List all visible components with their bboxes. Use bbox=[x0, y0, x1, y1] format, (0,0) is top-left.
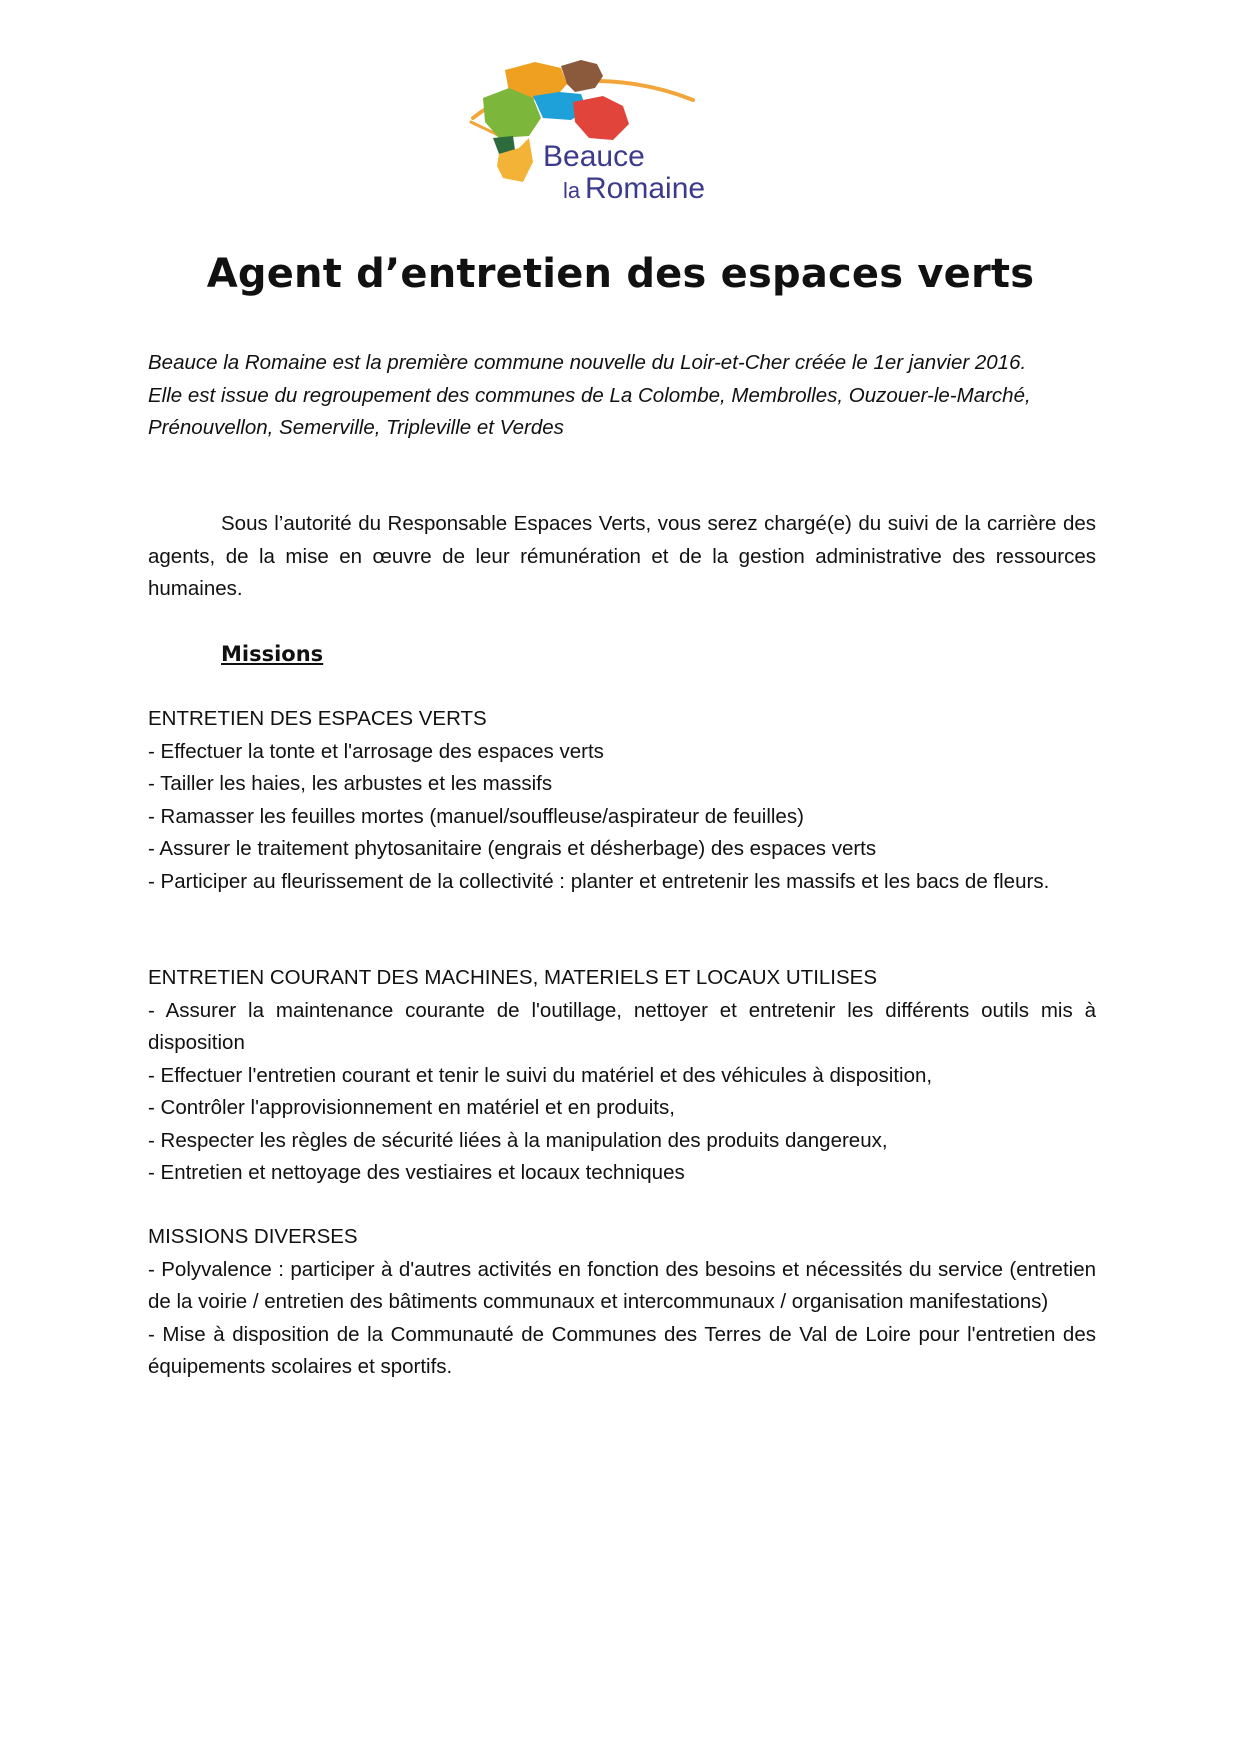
list-item: - Respecter les règles de sécurité liées à la manipulation des produits dangereux, bbox=[148, 1128, 888, 1152]
list-item: - Entretien et nettoyage des vestiaires et locaux techniques bbox=[148, 1161, 685, 1184]
list-item: - Assurer le traitement phytosanitaire (engrais et désherbage) des espaces verts bbox=[148, 837, 877, 860]
list-item: - Effectuer la tonte et l'arrosage des espaces verts bbox=[148, 739, 604, 763]
logo-text-la: la bbox=[563, 178, 581, 203]
page-title: Agent d’entretien des espaces verts bbox=[206, 251, 1035, 297]
list-item: - Polyvalence : participer à d'autres activités en fonction des besoins et nécessités du service (entretien de la voirie / entretien des bâtiments communaux et intercommunaux / organisation manifestations) bbox=[148, 1257, 1096, 1313]
logo-text-beauce: Beauce bbox=[543, 140, 645, 173]
intro-line-1: Beauce la Romaine est la première commune nouvelle du Loir-et-Cher créée le 1er janvier 2016. bbox=[148, 351, 1027, 374]
intro-line-3: Prénouvellon, Semerville, Tripleville et Verdes bbox=[148, 416, 564, 439]
section-list bbox=[148, 736, 1096, 899]
list-item: - Mise à disposition de la Communauté de Communes des Terres de Val de Loire pour l'entretien des équipements scolaires et sportifs. bbox=[148, 1322, 1096, 1378]
list-item: - Tailler les haies, les arbustes et les massifs bbox=[148, 772, 553, 795]
section-title: ENTRETIEN COURANT DES MACHINES, MATERIELS ET LOCAUX UTILISES bbox=[148, 966, 878, 989]
logo-text-romaine: Romaine bbox=[585, 172, 706, 205]
section-title: MISSIONS DIVERSES bbox=[148, 1225, 358, 1248]
intro-paragraph bbox=[148, 347, 1096, 445]
section-list bbox=[148, 995, 1096, 1190]
section-list bbox=[148, 1254, 1096, 1384]
section-missions-diverses bbox=[148, 1221, 1096, 1384]
list-item: - Ramasser les feuilles mortes (manuel/souffleuse/aspirateur de feuilles) bbox=[148, 804, 804, 828]
section-title: ENTRETIEN DES ESPACES VERTS bbox=[148, 707, 487, 730]
missions-heading: Missions bbox=[221, 642, 324, 666]
logo-map-icon bbox=[463, 58, 728, 208]
list-item: - Participer au fleurissement de la collectivité : planter et entretenir les massifs et les bacs de fleurs. bbox=[148, 869, 1050, 893]
list-item: - Assurer la maintenance courante de l'outillage, nettoyer et entretenir les différents outils mis à disposition bbox=[148, 998, 1096, 1054]
section-espaces-verts bbox=[148, 703, 1096, 898]
intro-line-2: Elle est issue du regroupement des communes de La Colombe, Membrolles, Ouzouer-le-Marché, bbox=[148, 383, 1031, 407]
list-item: - Contrôler l'approvisionnement en matériel et en produits, bbox=[148, 1096, 675, 1119]
section-machines-materiels bbox=[148, 962, 1096, 1190]
beauce-la-romaine-logo bbox=[463, 58, 728, 208]
list-item: - Effectuer l'entretien courant et tenir le suivi du matériel et des véhicules à disposition, bbox=[148, 1063, 933, 1087]
authority-paragraph: Sous l’autorité du Responsable Espaces Verts, vous serez chargé(e) du suivi de la carrière des agents, de la mise en œuvre de leur rémunération et de la gestion administrative des ressources humaines. bbox=[148, 512, 1096, 600]
